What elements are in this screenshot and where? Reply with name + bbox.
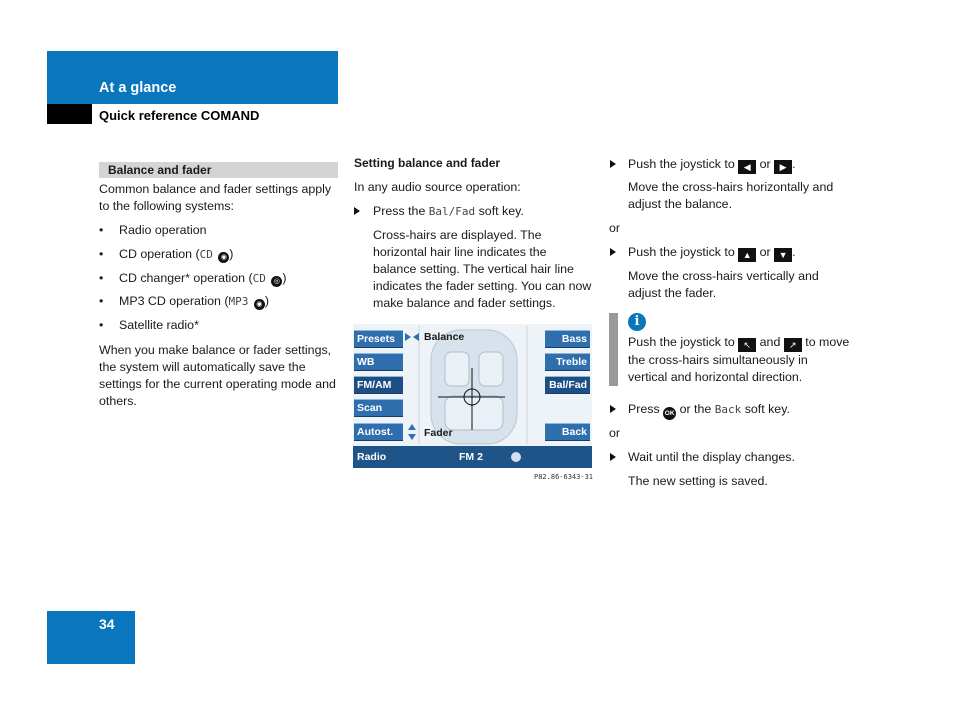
step-joystick-up-down: Push the joystick to ▲ or ▼ .: [628, 245, 796, 260]
outro-paragraph: When you make balance or fader settings, the system will automatically save the settings for the current operating mode and others.: [99, 343, 336, 408]
cd-changer-icon: ◎: [271, 276, 282, 287]
image-reference-code: P82.86-6343-31: [534, 473, 594, 481]
comand-display-screenshot: [353, 324, 592, 468]
mp3-disc-icon: ◉: [254, 299, 265, 310]
audio-source-text: In any audio source operation:: [354, 180, 521, 194]
status-bar: [353, 446, 592, 468]
joystick-down-icon: ▼: [774, 248, 792, 262]
balance-fader-heading: Balance and fader: [108, 163, 212, 177]
step-joystick-left-right: Push the joystick to ◀ or ▶ .: [628, 157, 796, 172]
step-arrow-icon: [610, 160, 616, 168]
step-arrow-icon: [610, 453, 616, 461]
intro-paragraph: Common balance and fader settings apply to the following systems:: [99, 182, 332, 213]
step-press-balfad: Press the Bal/Fad soft key.: [373, 204, 524, 218]
step-press-ok: Press OK or the Back soft key.: [628, 401, 790, 420]
cd-disc-icon: ◉: [218, 252, 229, 263]
subsection-title: Quick reference COMAND: [99, 108, 260, 123]
setting-heading: Setting balance and fader: [354, 156, 501, 170]
settings-gear-icon: [511, 452, 521, 462]
page-number: 34: [99, 616, 115, 632]
softkey-presets[interactable]: Presets: [354, 330, 403, 348]
softkey-bal-fad[interactable]: Bal/Fad: [545, 376, 590, 394]
joystick-right-icon: ▶: [774, 160, 792, 174]
fader-label: Fader: [424, 427, 453, 439]
section-title: At a glance: [99, 80, 177, 96]
softkey-fm-am[interactable]: FM/AM: [354, 376, 403, 394]
ok-button-icon: OK: [663, 407, 676, 420]
joystick-diagonal-right-icon: ↗: [784, 338, 802, 352]
info-note: Push the joystick to ↖ and ↗ to move the cross-hairs simultaneously in vertical and horizontal direction.: [628, 335, 850, 384]
or-separator: or: [609, 426, 621, 440]
crosshair-note: Cross-hairs are displayed. The horizontal hair line indicates the balance setting. The vertical hair line indicates the fader setting. You can now make balance and fader settings.: [373, 228, 592, 310]
joystick-left-icon: ◀: [738, 160, 756, 174]
status-band: FM 2: [459, 451, 483, 463]
softkey-wb[interactable]: WB: [354, 353, 403, 371]
header-marker: [47, 104, 92, 124]
softkey-bass[interactable]: Bass: [545, 330, 590, 348]
step-arrow-icon: [354, 207, 360, 215]
balance-note: Move the cross-hairs horizontally and adjust the balance.: [628, 180, 834, 211]
saved-note: The new setting is saved.: [628, 474, 768, 488]
step-wait: Wait until the display changes.: [628, 450, 795, 464]
balance-fader-heading-box: [99, 162, 338, 178]
fader-note: Move the cross-hairs vertically and adjust the fader.: [628, 269, 819, 300]
softkey-back[interactable]: Back: [545, 423, 590, 441]
softkey-treble[interactable]: Treble: [545, 353, 590, 371]
info-box-bar: [609, 313, 618, 386]
softkey-autost[interactable]: Autost.: [354, 423, 403, 441]
or-separator: or: [609, 221, 621, 235]
step-arrow-icon: [610, 248, 616, 256]
status-source: Radio: [357, 451, 387, 463]
page-number-box: [47, 611, 135, 664]
joystick-diagonal-left-icon: ↖: [738, 338, 756, 352]
header-bar: [47, 51, 338, 104]
balance-label: Balance: [424, 331, 465, 343]
joystick-up-icon: ▲: [738, 248, 756, 262]
step-arrow-icon: [610, 405, 616, 413]
softkey-scan[interactable]: Scan: [354, 399, 403, 417]
info-icon: i: [628, 313, 646, 331]
